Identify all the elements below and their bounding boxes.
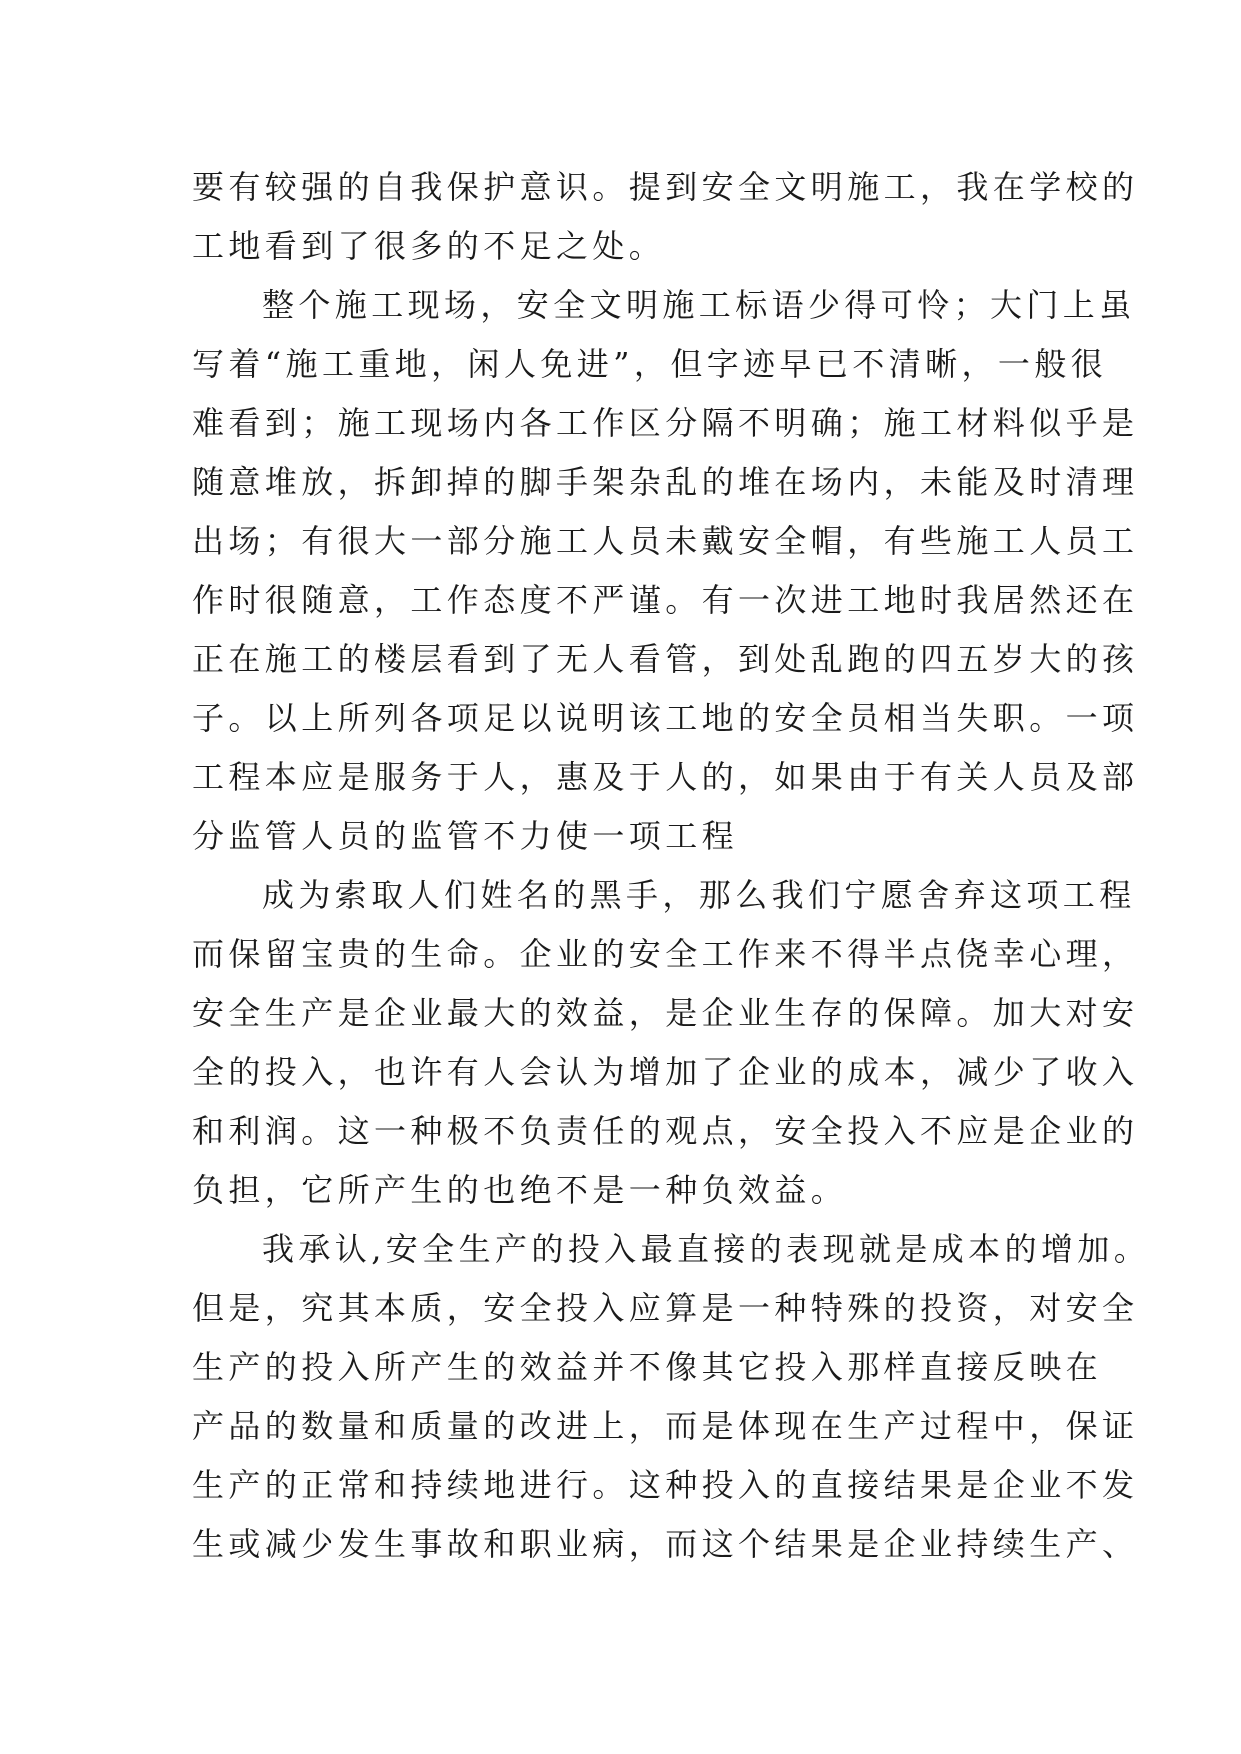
paragraph-4 (192, 1220, 1151, 1574)
text-line: 工地看到了很多的不足之处。 (192, 227, 666, 265)
text-line: 安全生产是企业最大的效益，是企业生存的保障。加大对安 (192, 994, 1139, 1032)
text-line: 而保留宝贵的生命。企业的安全工作来不得半点侥幸心理， (192, 935, 1139, 973)
paragraph-2 (192, 276, 1139, 866)
text-line: 写着“施工重地，闲人免进”，但字迹早已不清晰，一般很 (192, 345, 1108, 383)
text-line: 难看到；施工现场内各工作区分隔不明确；施工材料似乎是 (192, 404, 1139, 442)
text-line: 工程本应是服务于人，惠及于人的，如果由于有关人员及部 (192, 758, 1139, 796)
text-line: 我承认,安全生产的投入最直接的表现就是成本的增加。 (262, 1230, 1151, 1268)
text-line: 生或减少发生事故和职业病，而这个结果是企业持续生产、 (192, 1525, 1139, 1563)
text-line: 随意堆放，拆卸掉的脚手架杂乱的堆在场内，未能及时清理 (192, 463, 1139, 501)
text-line: 生产的正常和持续地进行。这种投入的直接结果是企业不发 (192, 1466, 1139, 1504)
text-line: 和利润。这一种极不负责任的观点，安全投入不应是企业的 (192, 1112, 1139, 1150)
text-line: 负担，它所产生的也绝不是一种负效益。 (192, 1171, 848, 1209)
text-line: 成为索取人们姓名的黑手，那么我们宁愿舍弃这项工程 (262, 876, 1136, 914)
text-line: 分监管人员的监管不力使一项工程 (192, 817, 739, 855)
text-line: 全的投入，也许有人会认为增加了企业的成本，减少了收入 (192, 1053, 1139, 1091)
text-line: 生产的投入所产生的效益并不像其它投入那样直接反映在 (192, 1348, 1103, 1386)
text-line: 产品的数量和质量的改进上，而是体现在生产过程中，保证 (192, 1407, 1139, 1445)
text-line: 正在施工的楼层看到了无人看管，到处乱跑的四五岁大的孩 (192, 640, 1139, 678)
paragraph-3 (192, 866, 1139, 1220)
text-line: 要有较强的自我保护意识。提到安全文明施工，我在学校的 (192, 168, 1139, 206)
text-line: 作时很随意，工作态度不严谨。有一次进工地时我居然还在 (192, 581, 1139, 619)
text-line: 子。以上所列各项足以说明该工地的安全员相当失职。一项 (192, 699, 1139, 737)
text-line: 整个施工现场，安全文明施工标语少得可怜；大门上虽 (262, 286, 1136, 324)
text-line: 但是，究其本质，安全投入应算是一种特殊的投资，对安全 (192, 1289, 1139, 1327)
text-line: 出场；有很大一部分施工人员未戴安全帽，有些施工人员工 (192, 522, 1139, 560)
paragraph-1 (192, 158, 1139, 276)
body-text (192, 158, 1151, 1574)
